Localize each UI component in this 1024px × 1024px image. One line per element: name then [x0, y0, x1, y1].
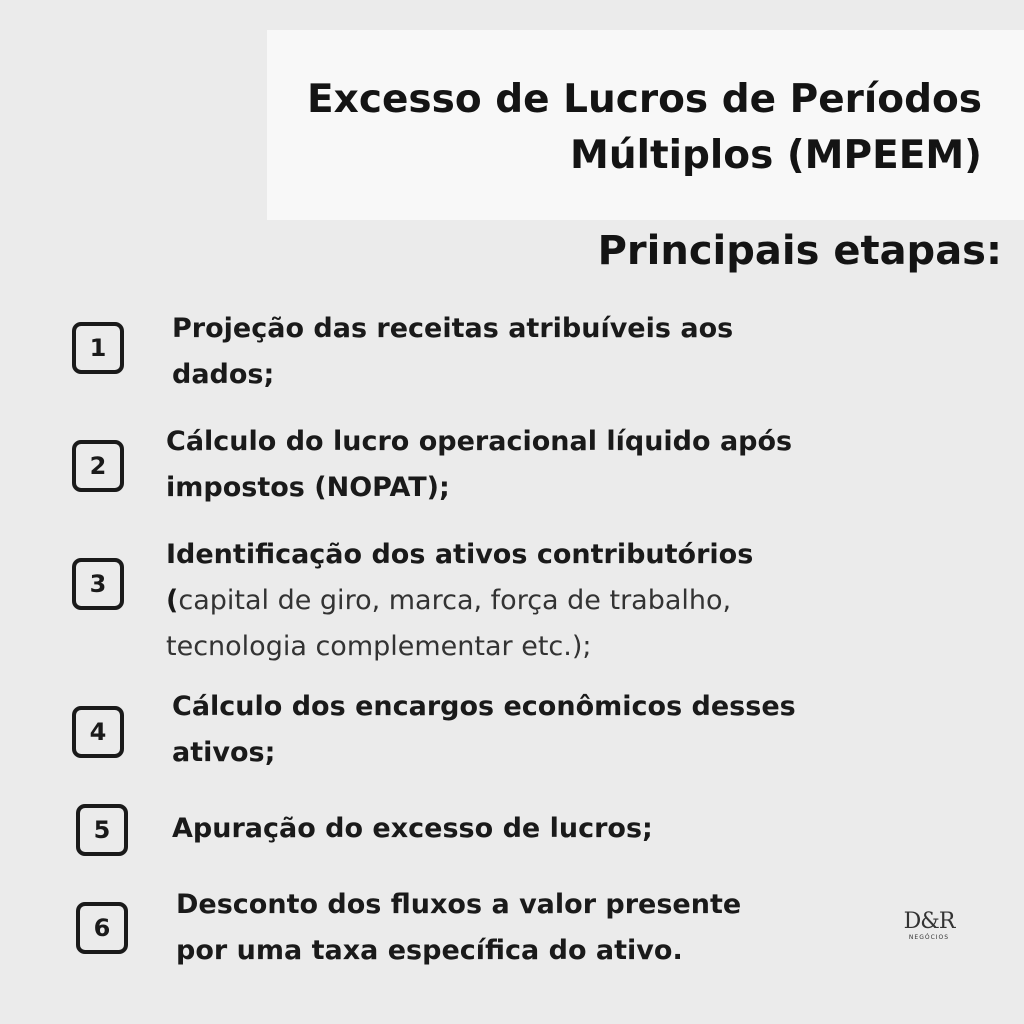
page-title [307, 72, 982, 184]
brand-logo [898, 910, 960, 942]
step-paren: ( [166, 585, 179, 616]
step-line: impostos (NOPAT); [166, 472, 450, 503]
logo-mark: D&R [903, 909, 955, 934]
step-line: tecnologia complementar etc.); [166, 631, 592, 662]
step-text [172, 306, 733, 398]
step-number-badge: 1 [72, 322, 124, 374]
step-text [176, 882, 741, 974]
step-line: por uma taxa específica do ativo. [176, 935, 683, 966]
step-line: Identificação dos ativos contributórios [166, 539, 754, 570]
step-line: dados; [172, 359, 275, 390]
step-line: Projeção das receitas atribuíveis aos [172, 313, 734, 344]
step-text [172, 806, 653, 852]
step-line: Desconto dos fluxos a valor presente [176, 889, 742, 920]
step-line: Cálculo do lucro operacional líquido após [166, 426, 793, 457]
step-text [166, 419, 792, 511]
step-number-badge: 5 [76, 804, 128, 856]
title-line-1: Excesso de Lucros de Períodos [307, 77, 982, 122]
step-number-badge: 4 [72, 706, 124, 758]
step-text [166, 532, 753, 670]
step-line: Cálculo dos encargos econômicos desses [172, 691, 796, 722]
step-line: ativos; [172, 737, 276, 768]
step-detail: capital de giro, marca, força de trabalho, [178, 585, 732, 616]
section-subtitle: Principais etapas: [597, 228, 1002, 274]
step-line [166, 578, 753, 624]
logo-subtext: NEGÓCIOS [908, 934, 950, 941]
step-number-badge: 3 [72, 558, 124, 610]
step-number-badge: 6 [76, 902, 128, 954]
step-line: Apuração do excesso de lucros; [172, 813, 653, 844]
step-number-badge: 2 [72, 440, 124, 492]
step-text [172, 684, 796, 776]
title-line-2: Múltiplos (MPEEM) [570, 133, 982, 178]
